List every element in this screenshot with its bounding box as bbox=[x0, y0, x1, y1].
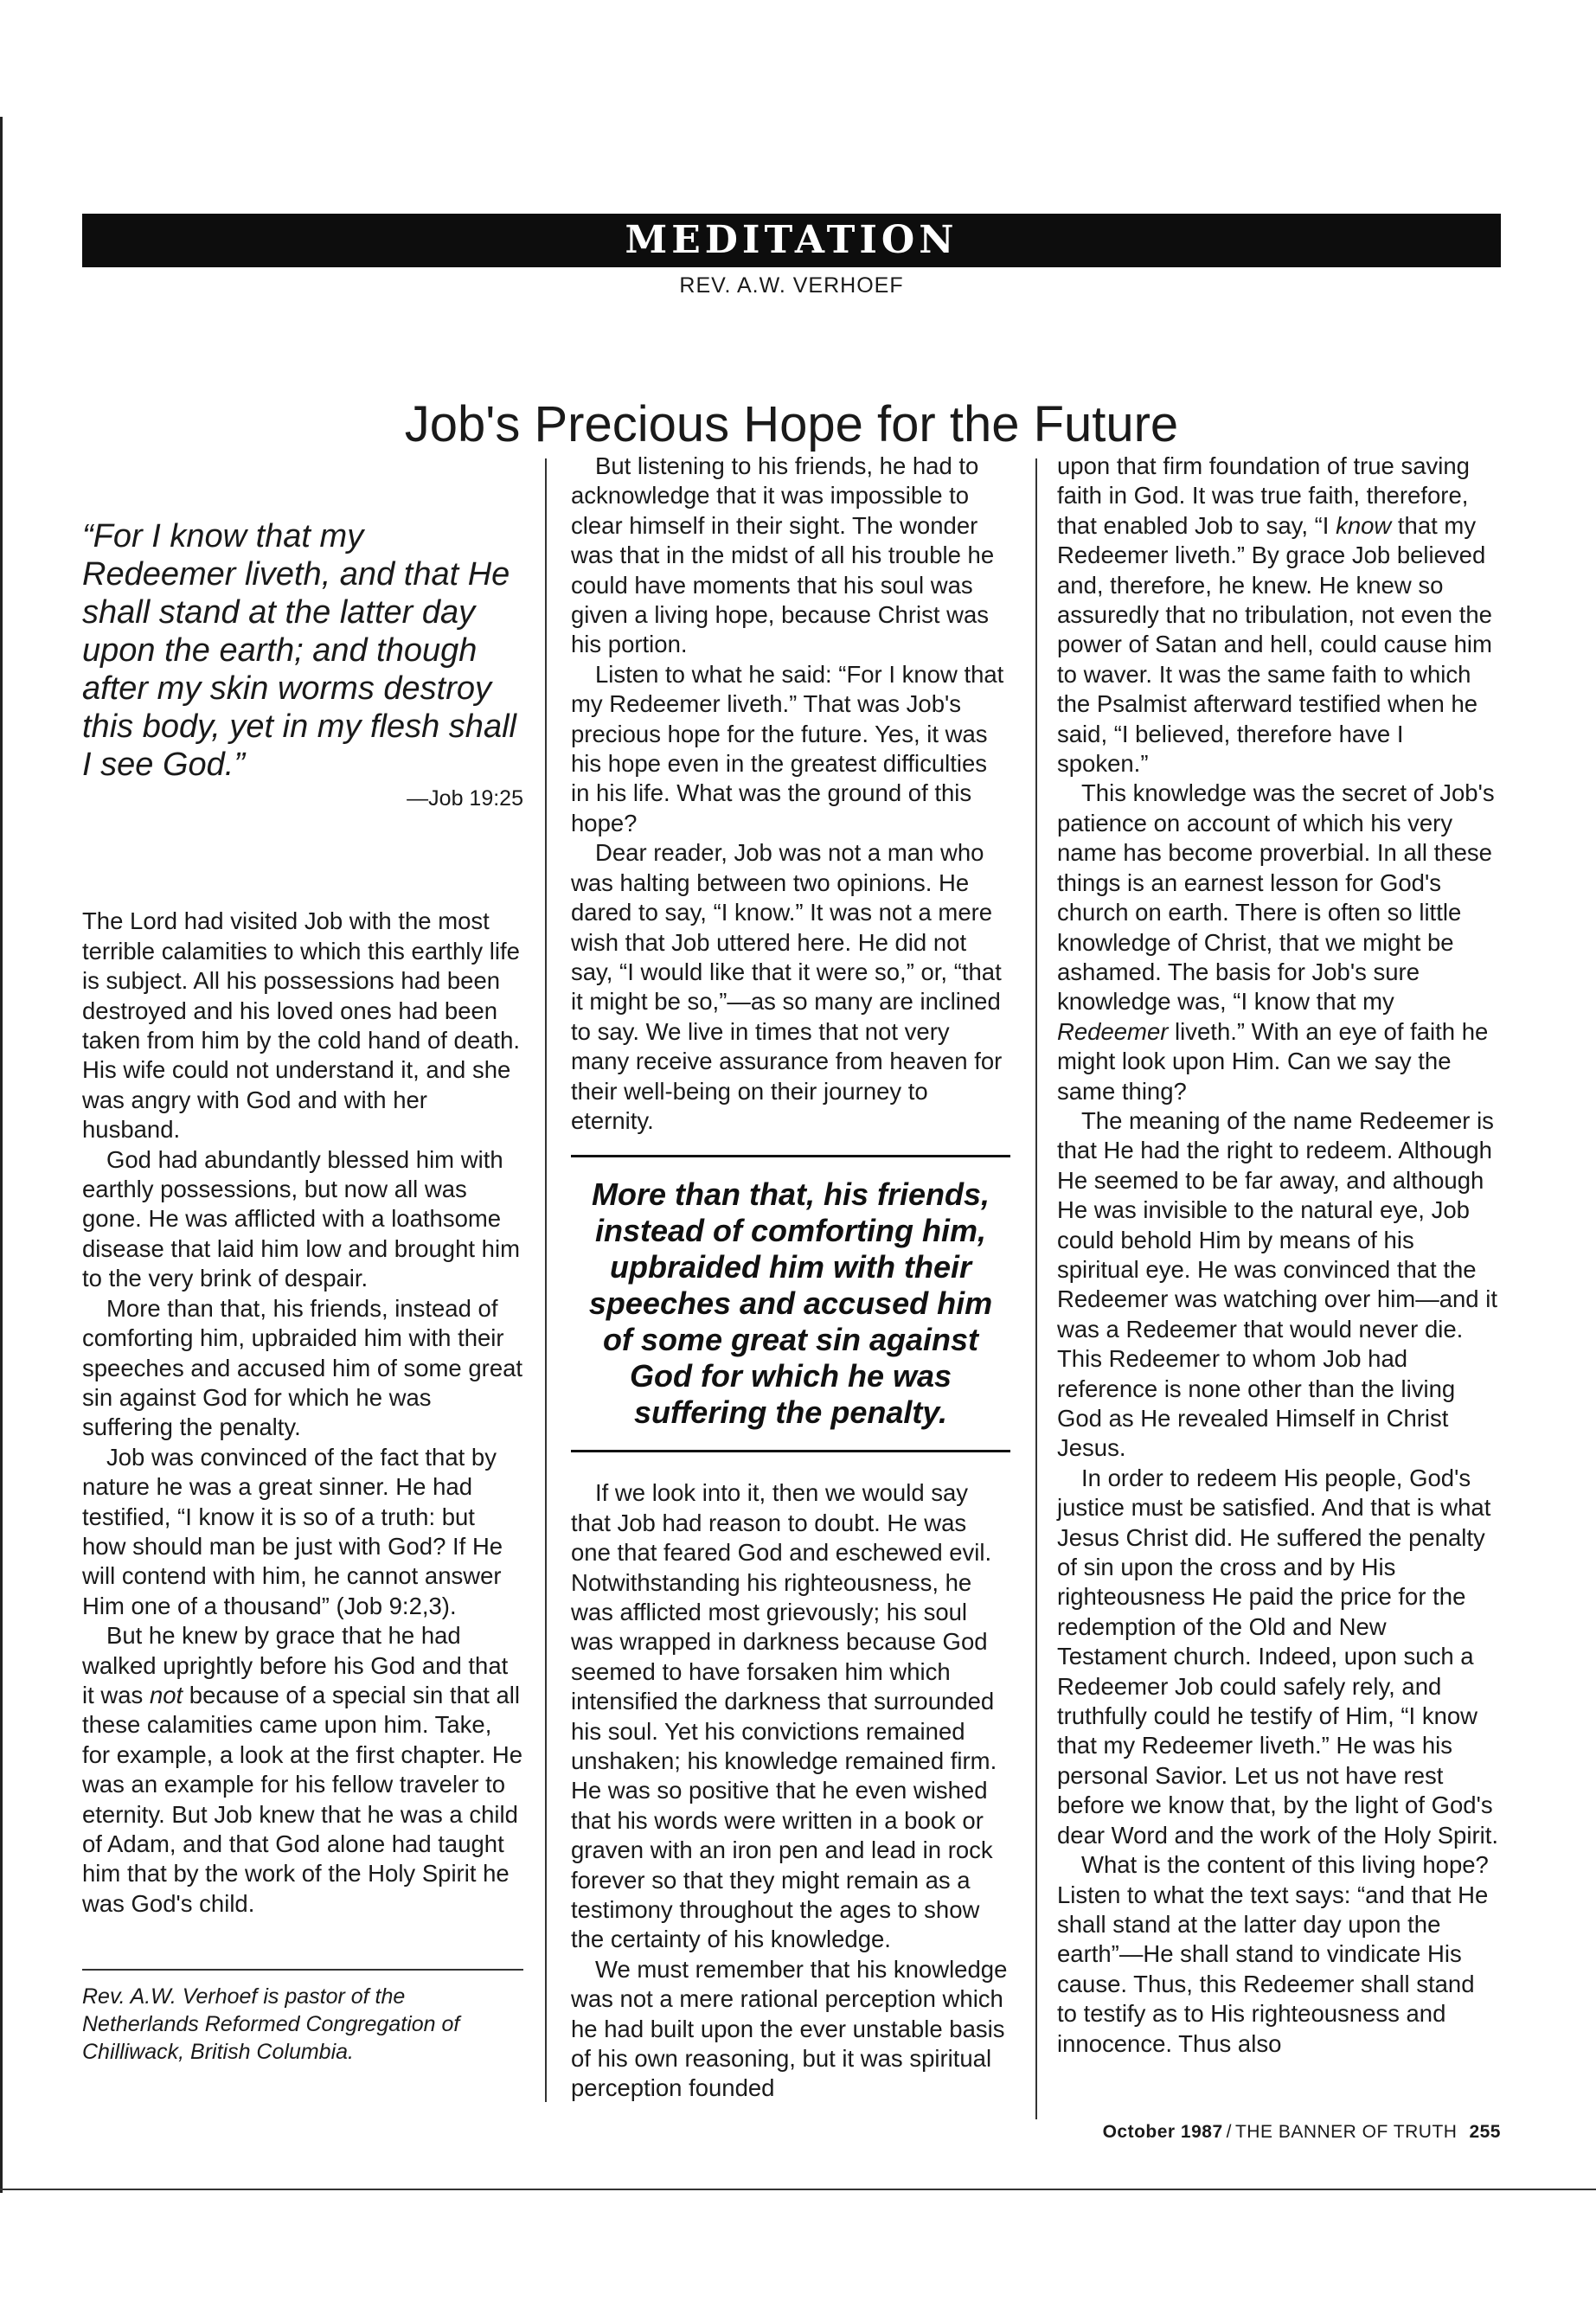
emphasis: know bbox=[1336, 511, 1392, 539]
section-banner: MEDITATION bbox=[82, 214, 1501, 267]
paragraph: upon that firm foundation of true saving faith in God. It was true faith, therefore, that enabled Job to say, “I know that my Redeemer liveth.” By grace Job believed and, therefore, he knew. He knew so assuredly that no tribulation, not even the power of Satan and hell, could cause him to waver. It was the same faith to which the Psalmist afterward testified when he said, “I believed, therefore have I spoken.” bbox=[1057, 452, 1492, 778]
page-edge-bottom bbox=[0, 2189, 1596, 2190]
author-byline: REV. A.W. VERHOEF bbox=[679, 273, 904, 298]
issue-date: October 1987 bbox=[1102, 2122, 1223, 2142]
epigraph-reference: —Job 19:25 bbox=[407, 786, 523, 811]
page-number: 255 bbox=[1469, 2122, 1501, 2142]
emphasis: not bbox=[149, 1681, 183, 1708]
pull-quote: More than that, his friends, instead of comforting him, upbraided him with their speeches and accused him of some great sin against God for which he was suffering the penalty. bbox=[571, 1155, 1010, 1452]
column-1-body bbox=[82, 907, 523, 1919]
footer-separator: / bbox=[1226, 2122, 1232, 2142]
paragraph: If we look into it, then we would say that Job had reason to doubt. He was one that feared God and eschewed evil. Notwithstanding his righteousness, he was afflicted most grievously; his soul was wrapped in darkness because God seemed to have forsaken him which intensified the darkness that surrounded his soul. Yet his convictions remained unshaken; his knowledge remained firm. He was so positive that he even wished that his words were written in a book or graven with an iron pen and lead in rock forever so that they might remain as a testimony throughout the ages to show the certainty of his knowledge. bbox=[571, 1479, 997, 1953]
paragraph: Dear reader, Job was not a man who was halting between two opinions. He dared to say, “I know.” It was not a mere wish that Job uttered here. He did not say, “I would like that it were so,” or, “that it might be so,”—as so many are inclined to say. We live in times that not very many receive assurance from heaven for their well-being on their journey to eternity. bbox=[571, 839, 1003, 1134]
column-divider-1 bbox=[545, 458, 547, 2102]
author-bio: Rev. A.W. Verhoef is pastor of the Netherlands Reformed Congregation of Chilliwack, British Columbia. bbox=[82, 1984, 460, 2065]
article-title: Job's Precious Hope for the Future bbox=[404, 395, 1179, 452]
paragraph: The Lord had visited Job with the most terrible calamities to which this earthly life is subject. All his possessions had been destroyed and his loved ones had been taken from him by the cold hand of death. His wife could not understand it, and she was angry with God and with her husband. bbox=[82, 907, 520, 1144]
paragraph: But he knew by grace that he had walked uprightly before his God and that it was not because of a special sin that all these calamities came upon him. Take, for example, a look at the first chapter. He was an example for his fellow traveler to eternity. But Job knew that he was a child of Adam, and that God alone had taught him that by the work of the Holy Spirit he was God's child. bbox=[82, 1622, 523, 1917]
column-2 bbox=[571, 452, 1010, 2104]
page-footer bbox=[1103, 2122, 1501, 2143]
paragraph: More than that, his friends, instead of comforting him, upbraided him with their speeches and accused him of some great sin against God for which he was suffering the penalty. bbox=[82, 1294, 523, 1441]
bio-divider bbox=[82, 1969, 523, 1971]
emphasis: Redeemer bbox=[1057, 1017, 1169, 1045]
column-3 bbox=[1057, 452, 1500, 2059]
column-1 bbox=[82, 517, 523, 2066]
epigraph-text: “For I know that my Redeemer liveth, and that He shall stand at the latter day upon the earth; and though after my skin worms destroy this body, yet in my flesh shall I see God.” bbox=[82, 518, 516, 783]
paragraph: But listening to his friends, he had to acknowledge that it was impossible to clear himself in their sight. The wonder was that in the midst of all his trouble he could have moments that his soul was given a living hope, because Christ was his portion. bbox=[571, 452, 995, 658]
publication-name: THE BANNER OF TRUTH bbox=[1234, 2122, 1458, 2142]
paragraph: What is the content of this living hope? Listen to what the text says: “and that He shall stand at the latter day upon the earth”—He shall stand to vindicate His cause. Thus, this Redeemer shall stand to testify as to His righteousness and innocence. Thus also bbox=[1057, 1851, 1489, 2057]
paragraph: This knowledge was the secret of Job's patience on account of which his very name has become proverbial. In all these things is an earnest lesson for God's church on earth. There is often so little knowledge of Christ, that we might be ashamed. The basis for Job's sure knowledge was, “I know that my Redeemer liveth.” With an eye of faith he might look upon Him. Can we say the same thing? bbox=[1057, 779, 1495, 1105]
paragraph: In order to redeem His people, God's justice must be satisfied. And that is what Jesus Christ did. He suffered the penalty of sin upon the cross and by His righteousness He paid the price for the redemption of the Old and New Testament church. Indeed, upon such a Redeemer Job could safely rely, and truthfully could he testify of Him, “I know that my Redeemer liveth.” He was his personal Savior. Let us not have rest before we know that, by the light of God's dear Word and the work of the Holy Spirit. bbox=[1057, 1464, 1499, 1849]
column-divider-2 bbox=[1035, 458, 1037, 2119]
paragraph: Listen to what he said: “For I know that my Redeemer liveth.” That was Job's precious hope for the future. Yes, it was his hope even in the greatest difficulties in his life. What was the ground of this hope? bbox=[571, 660, 1004, 836]
paragraph: Job was convinced of the fact that by nature he was a great sinner. He had testified, “I know it is so of a truth: but how should man be just with God? If He will contend with him, he cannot answer Him one of a thousand” (Job 9:2,3). bbox=[82, 1443, 503, 1619]
page-edge-left bbox=[0, 117, 3, 2193]
paragraph: We must remember that his knowledge was not a mere rational perception which he had built upon the ever unstable basis of his own reasoning, but it was spiritual perception founded bbox=[571, 1955, 1008, 2102]
paragraph: God had abundantly blessed him with earthly possessions, but now all was gone. He was afflicted with a loathsome disease that laid him low and brought him to the very brink of despair. bbox=[82, 1145, 520, 1292]
paragraph: The meaning of the name Redeemer is that He had the right to redeem. Although He seemed to be far away, and although He was invisible to the natural eye, Job could behold Him by means of his spiritual eye. He was convinced that the Redeemer was watching over him—and it was a Redeemer that would never die. This Redeemer to whom Job had reference is none other than the living God as He revealed Himself in Christ Jesus. bbox=[1057, 1106, 1497, 1462]
